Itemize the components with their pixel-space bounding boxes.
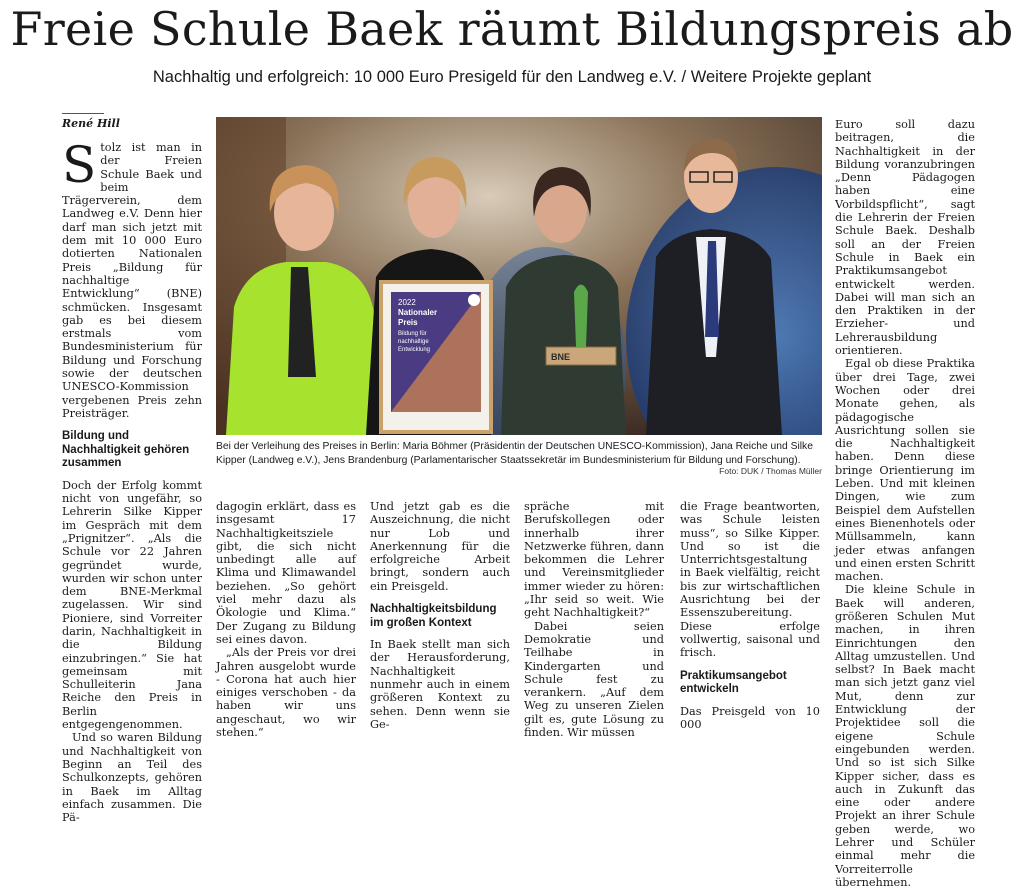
- award-certificate: [381, 282, 491, 432]
- paragraph: Euro soll dazu beitragen, die Nachhaltigkeit in der Bildung voranzubringen „Denn Pädagogen haben eine Vorbildspflicht“, sagt die Lehrerin der Freien Schule Baek. Deshalb soll an der Freien Schule in Baek ein Praktikumsangebot entwickelt werden. Dabei will man sich an den Praktiken in der Erzieher- und Lehrerausbildung orientieren.: [835, 118, 975, 358]
- lead-paragraph: [62, 136, 202, 420]
- paragraph: Und so waren Bildung und Nachhaltigkeit von Beginn an Teil des Schulkonzepts, gehören in Baek im Alltag einfach zusammen. Die Pä-: [62, 731, 202, 825]
- certificate-line: Entwicklung: [398, 347, 431, 353]
- lead-text: tolz ist man in der Freien Schule Baek und beim Trägerverein, dem Landweg e.V. Denn hier darf man sich jetzt mit dem mit 10 000 Euro dotierten Nationalen Preis „Bildung für nachhaltige Entwicklung“ (BNE) schmücken. Insgesamt gab es bei diesem erstmals vom Bundesministerium für Bildung und Forschung sowie der deutschen UNESCO-Kommission vergebenen Preis zehn Preisträger.: [62, 141, 202, 420]
- article-column-1: [62, 136, 202, 825]
- paragraph: Doch der Erfolg kommt nicht von ungefähr, so Lehrerin Silke Kipper im Gespräch mit dem „Prignitzer“. „Als die Schule vor 22 Jahren gegründet wurde, wurden wir schon unter dem BNE-Merkmal zugelassen. Wir sind Pioniere, sind Vorreiter darin, Nachhaltigkeit in die Bildung einzubringen.“ Sie hat gemeinsam mit Schulleiterin Jana Reiche den Preis in Berlin entgegengenommen.: [62, 478, 202, 732]
- author-rule: [62, 113, 104, 114]
- paragraph: „Als der Preis vor drei Jahren ausgelobt wurde - Corona hat auch hier einiges verschoben - da haben wir uns angeschaut, wo wir stehen.“: [216, 646, 356, 740]
- paragraph: Egal ob diese Praktika über drei Tage, zwei Wochen oder drei Monate gehen, als pädagogische Ausrichtung sollen sie die Nachhaltigkeit haben. Denn diese bringe Orientierung im Leben. Und mit kleinen Dingen, wie zum Beispiel dem Aufstellen eines Bienenhotels oder Müllsammeln, kann jeder etwas anfangen und einen ersten Schritt machen.: [835, 357, 975, 584]
- paragraph: Die kleine Schule in Baek will anderen, größeren Schulen Mut machen, in ihren Einrichtungen den Alltag umzustellen. Und selbst? In Baek macht man sich jetzt ganz viel Mut, denn zur Entwicklung der Projektidee soll die eigene Schule eingebunden werden. Und so ist sich Silke Kipper sicher, dass es auch in Zukunft das eine oder andere Projekt an ihrer Schule geben werde, wo Lehrer und Schüler einmal mehr die Vorreiterrolle übernehmen.: [835, 583, 975, 889]
- author-byline: René Hill: [62, 117, 120, 130]
- photo-caption: Bei der Verleihung des Preises in Berlin: Maria Böhmer (Präsidentin der Deutschen UNESCO-Kommission), Jana Reiche und Silke Kipper (Landweg e.V.), Jens Brandenburg (Parlamentarischer Staatssekretär im Bundesministerium für Bildung und Forschung).: [216, 441, 813, 466]
- paragraph: In Baek stellt man sich der Herausforderung, Nachhaltigkeit nunmehr auch in einem größeren Kontext zu sehen. Denn wenn sie Ge-: [370, 638, 510, 731]
- paragraph: Dabei seien Demokratie und Teilhabe in Kindergarten und Schule fest zu verankern. „Auf dem Weg zu unseren Zielen gilt es, gute Lösung zu finden. Wir müssen: [524, 619, 664, 740]
- headline: Freie Schule Baek räumt Bildungspreis ab: [10, 2, 1014, 56]
- certificate-line: nachhaltige: [398, 339, 429, 345]
- award-photo: [216, 117, 822, 435]
- article-column-6: [835, 118, 975, 889]
- certificate-line: 2022: [398, 298, 416, 307]
- subheadline: Nachhaltig und erfolgreich: 10 000 Euro Presigeld für den Landweg e.V. / Weitere Projekte geplant: [152, 68, 872, 86]
- certificate-line: Bildung für: [398, 331, 427, 337]
- certificate-line: Preis: [398, 318, 418, 327]
- trophy-label: BNE: [551, 352, 571, 362]
- paragraph: Das Preisgeld von 10 000: [680, 704, 820, 731]
- article-column-2: [216, 500, 356, 739]
- article-column-4: [524, 500, 664, 739]
- photo-credit: Foto: DUK / Thomas Müller: [719, 466, 822, 476]
- paragraph: Und jetzt gab es die Auszeichnung, die nicht nur Lob und Anerkennung für die erfolgreiche Arbeit bringt, sondern auch ein Preisgeld.: [370, 500, 510, 593]
- paragraph: spräche mit Berufskollegen oder innerhalb ihrer Netzwerke führen, dann bekommen die Lehrer und Vereinsmitglieder immer wieder zu hören: „Ihr seid so weit. Wie geht Nachhaltigkeit?“: [524, 500, 664, 620]
- subhead-kontext: Nachhaltigkeitsbildung im großen Kontext: [370, 603, 497, 629]
- paragraph: dagogin erklärt, dass es insgesamt 17 Nachhaltigkeitsziele gibt, die sich nicht unbedingt alle auf Klima und Klimawandel beziehen. „So gehört viel mehr dazu als Ökologie und Klima.“ Der Zugang zu Bildung sei eines davon.: [216, 500, 356, 646]
- article-column-3: [370, 500, 510, 731]
- article-column-5: [680, 500, 820, 731]
- paragraph: die Frage beantworten, was Schule leisten muss“, so Silke Kipper. Und so ist die Unterrichtsgestaltung in Baek vielfältig, reicht bis zur wirtschaftlichen Ausrichtung bei der Essenszubereitung. Diese erfolge vollwertig, saisonal und frisch.: [680, 500, 820, 660]
- award-photo-illustration: [216, 117, 822, 435]
- dropcap: S: [62, 136, 97, 194]
- subhead-praktikum: Praktikumsangebot entwickeln: [680, 669, 787, 696]
- subhead-bildung: Bildung und Nachhaltigkeit gehören zusammen: [62, 430, 190, 470]
- certificate-line: Nationaler: [398, 308, 438, 317]
